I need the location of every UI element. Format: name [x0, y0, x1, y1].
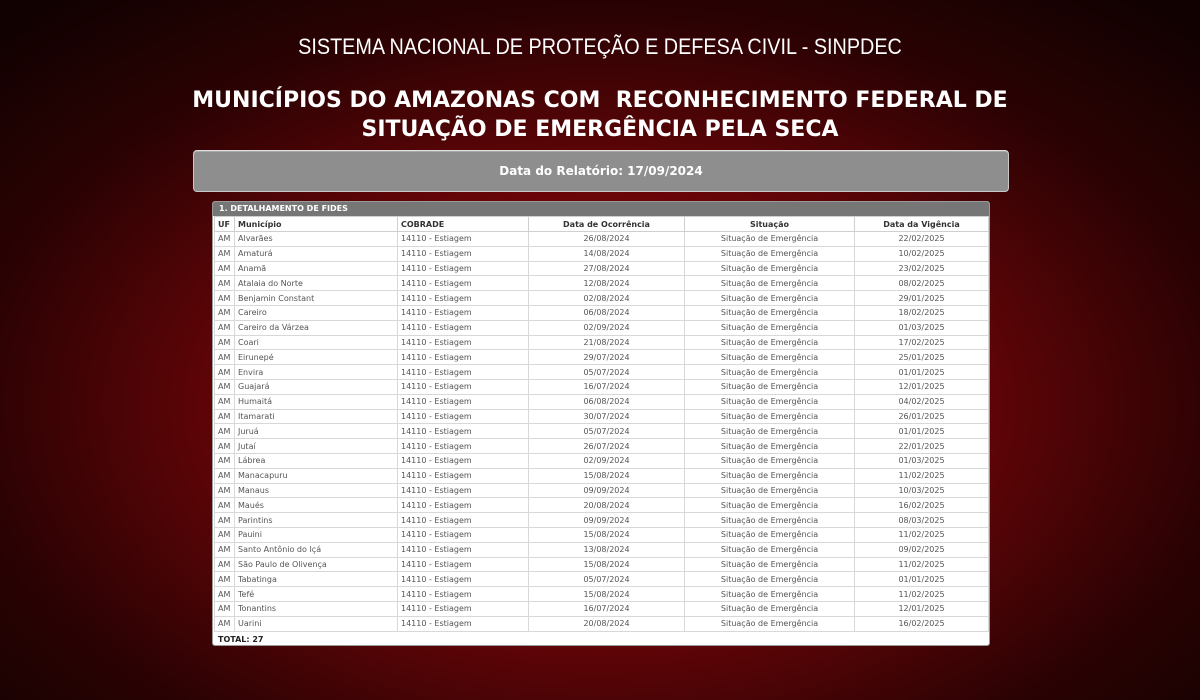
cell-data-vigencia: 22/01/2025 [855, 439, 989, 454]
cell-data-vigencia: 22/02/2025 [855, 232, 989, 247]
cell-municipio: Guajará [235, 379, 398, 394]
cell-uf: AM [215, 320, 235, 335]
column-header-data-vigencia: Data da Vigência [855, 217, 989, 232]
table-row [215, 394, 989, 409]
cell-cobrade: 14110 - Estiagem [398, 587, 529, 602]
cell-data-ocorrencia: 16/07/2024 [529, 601, 685, 616]
cell-data-vigencia: 23/02/2025 [855, 261, 989, 276]
cell-data-ocorrencia: 26/07/2024 [529, 439, 685, 454]
cell-cobrade: 14110 - Estiagem [398, 616, 529, 631]
cell-uf: AM [215, 513, 235, 528]
cell-data-ocorrencia: 09/09/2024 [529, 513, 685, 528]
cell-uf: AM [215, 394, 235, 409]
cell-cobrade: 14110 - Estiagem [398, 453, 529, 468]
cell-situacao: Situação de Emergência [685, 365, 855, 380]
table-row [215, 350, 989, 365]
cell-municipio: Itamarati [235, 409, 398, 424]
cell-cobrade: 14110 - Estiagem [398, 601, 529, 616]
cell-situacao: Situação de Emergência [685, 557, 855, 572]
system-name: SISTEMA NACIONAL DE PROTEÇÃO E DEFESA CIVIL - SINPDEC [298, 34, 902, 59]
table-row [215, 232, 989, 247]
cell-cobrade: 14110 - Estiagem [398, 320, 529, 335]
cell-uf: AM [215, 483, 235, 498]
cell-situacao: Situação de Emergência [685, 409, 855, 424]
cell-data-vigencia: 01/01/2025 [855, 572, 989, 587]
cell-municipio: Pauini [235, 527, 398, 542]
cell-situacao: Situação de Emergência [685, 483, 855, 498]
cell-municipio: Eirunepé [235, 350, 398, 365]
cell-municipio: Jutaí [235, 439, 398, 454]
cell-situacao: Situação de Emergência [685, 335, 855, 350]
cell-data-vigencia: 11/02/2025 [855, 587, 989, 602]
table-row [215, 483, 989, 498]
page-title-line-2: SITUAÇÃO DE EMERGÊNCIA PELA SECA [361, 117, 839, 142]
cell-data-ocorrencia: 09/09/2024 [529, 483, 685, 498]
cell-uf: AM [215, 261, 235, 276]
cell-municipio: Maués [235, 498, 398, 513]
cell-situacao: Situação de Emergência [685, 453, 855, 468]
cell-uf: AM [215, 350, 235, 365]
cell-data-vigencia: 12/01/2025 [855, 379, 989, 394]
table-row [215, 468, 989, 483]
cell-data-ocorrencia: 30/07/2024 [529, 409, 685, 424]
cell-municipio: Amaturá [235, 246, 398, 261]
cell-data-vigencia: 12/01/2025 [855, 601, 989, 616]
cell-data-ocorrencia: 15/08/2024 [529, 527, 685, 542]
cell-data-vigencia: 18/02/2025 [855, 305, 989, 320]
cell-situacao: Situação de Emergência [685, 305, 855, 320]
cell-data-vigencia: 08/03/2025 [855, 513, 989, 528]
cell-uf: AM [215, 542, 235, 557]
cell-data-ocorrencia: 16/07/2024 [529, 379, 685, 394]
cell-municipio: Envira [235, 365, 398, 380]
cell-municipio: Santo Antônio do Içá [235, 542, 398, 557]
cell-cobrade: 14110 - Estiagem [398, 246, 529, 261]
cell-municipio: Tonantins [235, 601, 398, 616]
table-row [215, 424, 989, 439]
table-row [215, 542, 989, 557]
cell-municipio: Coari [235, 335, 398, 350]
cell-data-ocorrencia: 14/08/2024 [529, 246, 685, 261]
table-row [215, 276, 989, 291]
column-header-cobrade: COBRADE [398, 217, 529, 232]
column-header-uf: UF [215, 217, 235, 232]
cell-data-ocorrencia: 02/09/2024 [529, 320, 685, 335]
fides-table [214, 216, 989, 632]
table-row [215, 557, 989, 572]
cell-cobrade: 14110 - Estiagem [398, 261, 529, 276]
cell-uf: AM [215, 305, 235, 320]
cell-cobrade: 14110 - Estiagem [398, 483, 529, 498]
cell-data-ocorrencia: 02/08/2024 [529, 291, 685, 306]
cell-uf: AM [215, 232, 235, 247]
cell-municipio: Manacapuru [235, 468, 398, 483]
cell-data-ocorrencia: 15/08/2024 [529, 557, 685, 572]
cell-municipio: Parintins [235, 513, 398, 528]
report-date-label: Data do Relatório: 17/09/2024 [499, 164, 703, 178]
cell-cobrade: 14110 - Estiagem [398, 350, 529, 365]
cell-situacao: Situação de Emergência [685, 542, 855, 557]
cell-data-ocorrencia: 06/08/2024 [529, 394, 685, 409]
cell-data-vigencia: 10/03/2025 [855, 483, 989, 498]
cell-situacao: Situação de Emergência [685, 527, 855, 542]
cell-data-ocorrencia: 15/08/2024 [529, 468, 685, 483]
cell-data-vigencia: 04/02/2025 [855, 394, 989, 409]
cell-uf: AM [215, 453, 235, 468]
page-title [0, 86, 1200, 144]
cell-situacao: Situação de Emergência [685, 246, 855, 261]
cell-municipio: Manaus [235, 483, 398, 498]
table-row [215, 601, 989, 616]
cell-uf: AM [215, 365, 235, 380]
cell-uf: AM [215, 409, 235, 424]
cell-municipio: Alvarães [235, 232, 398, 247]
report-date-bar [193, 150, 1009, 192]
cell-cobrade: 14110 - Estiagem [398, 232, 529, 247]
table-row [215, 453, 989, 468]
cell-cobrade: 14110 - Estiagem [398, 557, 529, 572]
total-count: TOTAL: 27 [218, 634, 264, 644]
cell-municipio: Juruá [235, 424, 398, 439]
cell-municipio: Uarini [235, 616, 398, 631]
cell-data-ocorrencia: 29/07/2024 [529, 350, 685, 365]
cell-situacao: Situação de Emergência [685, 276, 855, 291]
cell-data-vigencia: 09/02/2025 [855, 542, 989, 557]
cell-cobrade: 14110 - Estiagem [398, 439, 529, 454]
cell-cobrade: 14110 - Estiagem [398, 305, 529, 320]
table-row [215, 409, 989, 424]
cell-data-vigencia: 11/02/2025 [855, 557, 989, 572]
cell-data-vigencia: 11/02/2025 [855, 527, 989, 542]
cell-cobrade: 14110 - Estiagem [398, 424, 529, 439]
cell-situacao: Situação de Emergência [685, 424, 855, 439]
table-row [215, 587, 989, 602]
cell-situacao: Situação de Emergência [685, 587, 855, 602]
table-row [215, 261, 989, 276]
cell-municipio: Benjamin Constant [235, 291, 398, 306]
table-row [215, 335, 989, 350]
cell-situacao: Situação de Emergência [685, 513, 855, 528]
cell-uf: AM [215, 557, 235, 572]
cell-data-vigencia: 17/02/2025 [855, 335, 989, 350]
cell-cobrade: 14110 - Estiagem [398, 468, 529, 483]
cell-uf: AM [215, 527, 235, 542]
column-header-situacao: Situação [685, 217, 855, 232]
cell-situacao: Situação de Emergência [685, 394, 855, 409]
cell-uf: AM [215, 439, 235, 454]
cell-data-ocorrencia: 13/08/2024 [529, 542, 685, 557]
cell-situacao: Situação de Emergência [685, 601, 855, 616]
cell-situacao: Situação de Emergência [685, 498, 855, 513]
cell-situacao: Situação de Emergência [685, 291, 855, 306]
cell-municipio: Atalaia do Norte [235, 276, 398, 291]
cell-cobrade: 14110 - Estiagem [398, 365, 529, 380]
cell-data-ocorrencia: 06/08/2024 [529, 305, 685, 320]
cell-data-vigencia: 01/03/2025 [855, 453, 989, 468]
cell-municipio: São Paulo de Olivença [235, 557, 398, 572]
cell-situacao: Situação de Emergência [685, 350, 855, 365]
cell-municipio: Lábrea [235, 453, 398, 468]
table-row [215, 513, 989, 528]
cell-data-vigencia: 25/01/2025 [855, 350, 989, 365]
cell-data-ocorrencia: 20/08/2024 [529, 616, 685, 631]
cell-cobrade: 14110 - Estiagem [398, 527, 529, 542]
cell-data-ocorrencia: 20/08/2024 [529, 498, 685, 513]
table-row [215, 439, 989, 454]
cell-uf: AM [215, 616, 235, 631]
table-row [215, 379, 989, 394]
cell-data-vigencia: 29/01/2025 [855, 291, 989, 306]
cell-uf: AM [215, 291, 235, 306]
table-row [215, 291, 989, 306]
cell-uf: AM [215, 424, 235, 439]
cell-data-vigencia: 11/02/2025 [855, 468, 989, 483]
column-header-data-ocorrencia: Data de Ocorrência [529, 217, 685, 232]
cell-municipio: Tabatinga [235, 572, 398, 587]
cell-uf: AM [215, 379, 235, 394]
cell-cobrade: 14110 - Estiagem [398, 409, 529, 424]
cell-data-ocorrencia: 27/08/2024 [529, 261, 685, 276]
cell-data-vigencia: 26/01/2025 [855, 409, 989, 424]
cell-uf: AM [215, 572, 235, 587]
cell-municipio: Tefé [235, 587, 398, 602]
page-title-line-1: MUNICÍPIOS DO AMAZONAS COM RECONHECIMENTO FEDERAL DE [192, 88, 1008, 113]
table-row [215, 365, 989, 380]
table-row [215, 616, 989, 631]
cell-situacao: Situação de Emergência [685, 379, 855, 394]
cell-data-ocorrencia: 12/08/2024 [529, 276, 685, 291]
cell-uf: AM [215, 276, 235, 291]
table-row [215, 527, 989, 542]
cell-data-vigencia: 16/02/2025 [855, 498, 989, 513]
cell-cobrade: 14110 - Estiagem [398, 572, 529, 587]
cell-municipio: Humaitá [235, 394, 398, 409]
cell-cobrade: 14110 - Estiagem [398, 379, 529, 394]
cell-cobrade: 14110 - Estiagem [398, 498, 529, 513]
cell-situacao: Situação de Emergência [685, 468, 855, 483]
cell-situacao: Situação de Emergência [685, 439, 855, 454]
cell-data-ocorrencia: 05/07/2024 [529, 365, 685, 380]
cell-uf: AM [215, 601, 235, 616]
cell-situacao: Situação de Emergência [685, 572, 855, 587]
cell-municipio: Careiro da Várzea [235, 320, 398, 335]
cell-municipio: Anamã [235, 261, 398, 276]
cell-cobrade: 14110 - Estiagem [398, 276, 529, 291]
cell-data-vigencia: 01/01/2025 [855, 424, 989, 439]
table-row [215, 498, 989, 513]
cell-data-ocorrencia: 21/08/2024 [529, 335, 685, 350]
table-row [215, 572, 989, 587]
cell-cobrade: 14110 - Estiagem [398, 394, 529, 409]
cell-uf: AM [215, 498, 235, 513]
table-row [215, 246, 989, 261]
cell-municipio: Careiro [235, 305, 398, 320]
cell-data-vigencia: 10/02/2025 [855, 246, 989, 261]
cell-data-ocorrencia: 26/08/2024 [529, 232, 685, 247]
table-row [215, 320, 989, 335]
cell-cobrade: 14110 - Estiagem [398, 513, 529, 528]
cell-data-vigencia: 08/02/2025 [855, 276, 989, 291]
table-body [215, 232, 989, 632]
cell-data-vigencia: 01/03/2025 [855, 320, 989, 335]
cell-uf: AM [215, 335, 235, 350]
cell-data-ocorrencia: 02/09/2024 [529, 453, 685, 468]
cell-uf: AM [215, 246, 235, 261]
cell-data-ocorrencia: 05/07/2024 [529, 424, 685, 439]
cell-situacao: Situação de Emergência [685, 261, 855, 276]
cell-cobrade: 14110 - Estiagem [398, 291, 529, 306]
cell-uf: AM [215, 468, 235, 483]
cell-situacao: Situação de Emergência [685, 232, 855, 247]
cell-uf: AM [215, 587, 235, 602]
panel-heading: 1. DETALHAMENTO DE FIDES [213, 202, 989, 216]
cell-data-ocorrencia: 05/07/2024 [529, 572, 685, 587]
cell-data-vigencia: 16/02/2025 [855, 616, 989, 631]
table-row [215, 305, 989, 320]
cell-data-vigencia: 01/01/2025 [855, 365, 989, 380]
fides-panel [212, 201, 990, 646]
table-header-row [215, 217, 989, 232]
cell-cobrade: 14110 - Estiagem [398, 335, 529, 350]
cell-situacao: Situação de Emergência [685, 616, 855, 631]
column-header-municipio: Município [235, 217, 398, 232]
cell-cobrade: 14110 - Estiagem [398, 542, 529, 557]
cell-data-ocorrencia: 15/08/2024 [529, 587, 685, 602]
cell-situacao: Situação de Emergência [685, 320, 855, 335]
